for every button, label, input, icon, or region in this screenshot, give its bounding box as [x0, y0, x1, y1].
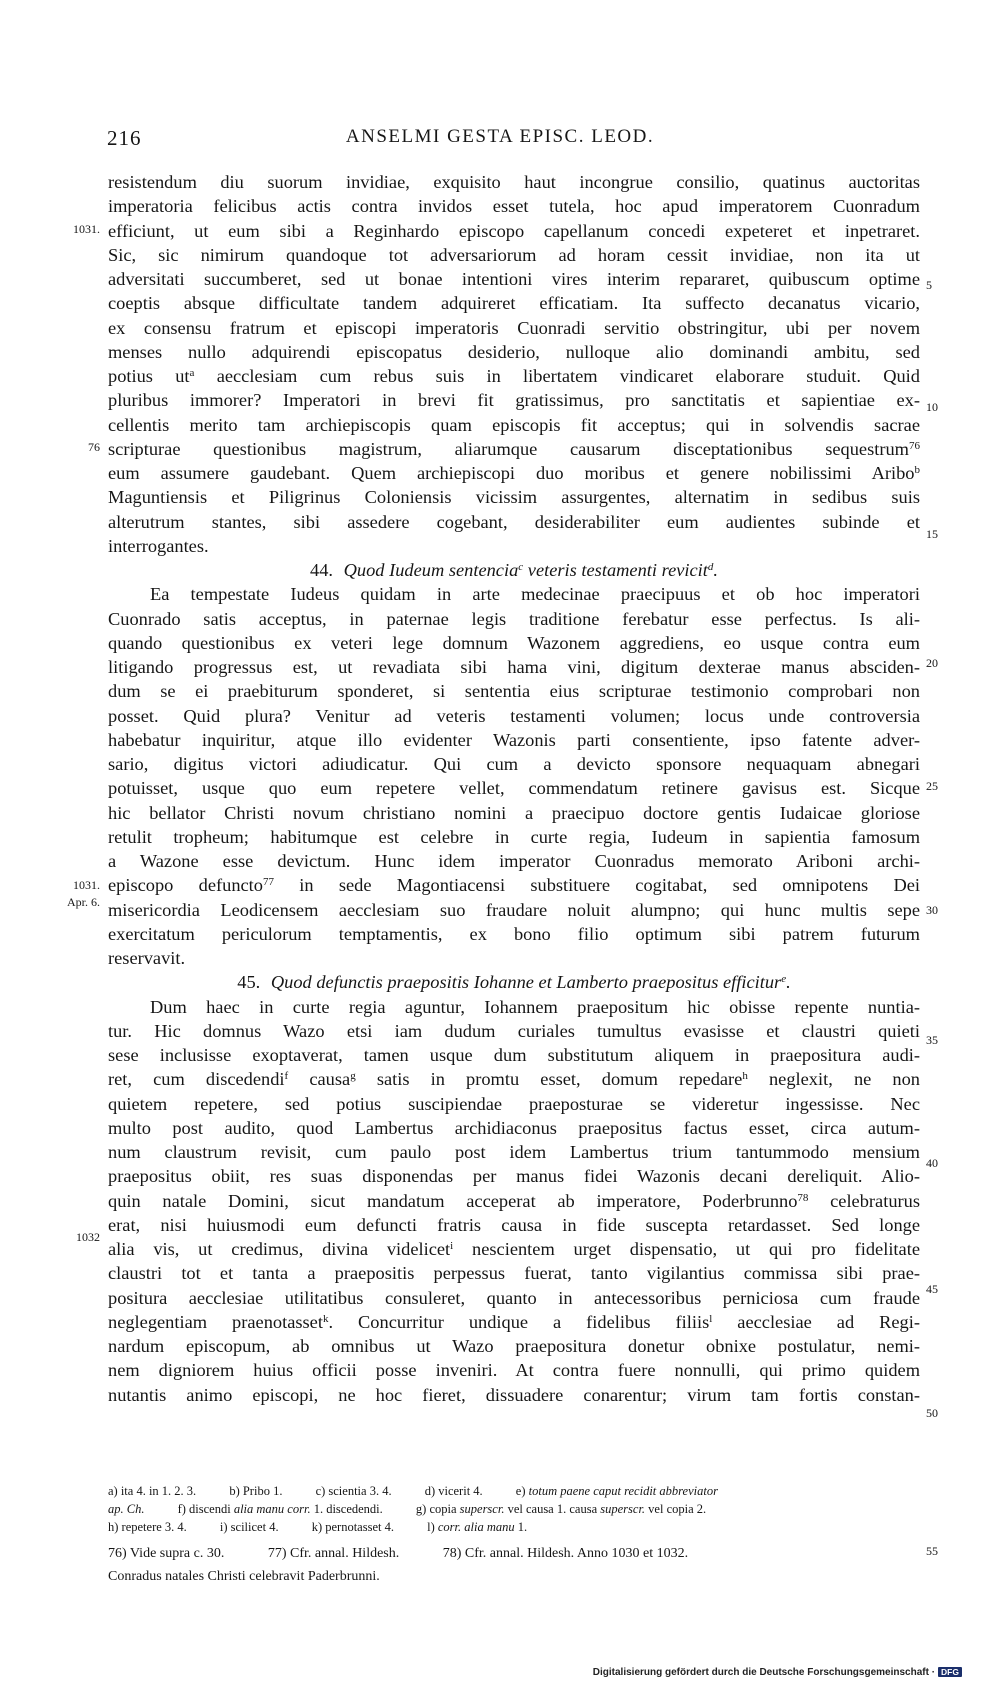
line-number: 40	[926, 1156, 938, 1170]
margin-date: 1032	[76, 1230, 100, 1244]
text-line: multo post audito, quod Lambertus archidiaconus praepositus factus esset, circa autum-	[108, 1117, 920, 1138]
text-line: erat, nisi huiusmodi eum defuncti fratris causa in fide suscepta retardasset. Sed longe	[108, 1214, 920, 1235]
text-line: exercitatum periculorum temptamentis, ex bono filio optimum sibi patrem futurum	[108, 923, 920, 944]
text-segment: Concurritur undique a fidelibus filiis	[358, 1311, 710, 1332]
line-number: 25	[926, 779, 938, 793]
text-line: resistendum diu suorum invidiae, exquisito haut incongrue consilio, quatinus auctoritas	[108, 172, 920, 192]
text-line: ex consensu fratrum et episcopi imperatoris Cuonradi servitio obstringitur, ubi per novem	[108, 317, 920, 338]
text-line: imperatoria felicibus actis contra invidos esset tutela, hoc apud imperatorem Cuonradum	[108, 196, 920, 217]
footnote-marker: h	[742, 1070, 748, 1083]
footnote-marker: a	[189, 367, 195, 379]
text-line: retulit tropheum; habitumque est celebre in curte regia, Iudeum in sapientia famosum	[108, 826, 920, 847]
text-segment: alia vis, ut credimus, divina videlicet	[108, 1239, 451, 1259]
footnote-line	[108, 1500, 928, 1518]
note-marker: 78	[797, 1191, 809, 1204]
footnote: h) repetere 3. 4.	[108, 1520, 187, 1534]
footnote: b) Pribo 1.	[229, 1484, 283, 1498]
footnote: k) pernotasset 4.	[311, 1520, 394, 1534]
margin-date: 1031.	[73, 222, 100, 236]
text-segment: aecclesiae ad Regi-	[737, 1311, 920, 1332]
text-line: tur. Hic domnus Wazo etsi iam dudum curiales tumultus evasisse et claustri quieti	[108, 1020, 920, 1041]
text-line: misericordia Leodicensem aecclesiam suo fraudare noluit alumpno; qui hunc multis sepe	[108, 899, 920, 920]
footnote: f) discendi	[177, 1502, 231, 1516]
text-line: hic bellator Christi novum christiano nomini a praecipuo doctore gentis Iudaicae gloriose	[108, 802, 920, 823]
text-line: coeptis absque difficultate tandem adquireret efficatiam. Ita suffecto decanatus vicario,	[108, 293, 920, 314]
footnote: vel copia 2.	[648, 1502, 707, 1516]
line-number: 50	[926, 1406, 938, 1420]
note: 77) Cfr. annal. Hildesh.	[267, 1546, 400, 1561]
text-line: quando questionibus ex veteri lege domnum Wazonem aggrediens, eo usque contra eum	[108, 632, 920, 653]
note-line: Conradus natales Christi celebravit Paderbrunni.	[108, 1569, 380, 1584]
text-line: num claustrum revisit, cum paulo post idem Lambertus trium tantummodo mensium	[108, 1142, 920, 1162]
footnote-italic: alia manu corr.	[233, 1502, 311, 1516]
line-number: 10	[926, 400, 938, 414]
text-line	[108, 437, 920, 461]
footnote-marker: c	[518, 561, 524, 573]
text-line: habebatur inquiritur, atque illo evidenter Wazonis parti consentiente, ipso fatente adver-	[108, 729, 920, 750]
running-title: ANSELMI GESTA EPISC. LEOD.	[345, 126, 655, 147]
footnote-italic: totum paene caput recidit abbreviator	[528, 1484, 718, 1498]
text-line	[108, 873, 920, 897]
text-line	[108, 1067, 920, 1091]
text-line: a Wazone esse devictum. Hunc idem imperator Cuonradus memorato Ariboni archi-	[108, 851, 920, 871]
text-line	[108, 364, 920, 388]
chapter-heading-44	[108, 558, 920, 582]
text-line: Ea tempestate Iudeus quidam in arte medecinae praecipuus et ob hoc imperatori	[150, 584, 920, 605]
text-line	[108, 1237, 920, 1261]
title-segment: Quod Iudeum sentencia	[343, 560, 519, 580]
chapter-number: 44.	[310, 560, 333, 580]
text-line: efficiunt, ut eum sibi a Reginhardo episcopo capellanum concedi expeteret et inpetraret.	[108, 220, 920, 241]
line-number: 55	[926, 1544, 938, 1558]
title-segment: Quod defunctis praepositis Iohanne et Lamberto praepositus efficitur	[270, 972, 782, 993]
text-line	[108, 461, 920, 485]
text-line: sese inclusisse exoptaverat, tamen usque dum substitutum aliquem in praepositura audi-	[108, 1045, 920, 1065]
footnote-marker: l	[709, 1312, 713, 1325]
margin-date: Apr. 6.	[67, 895, 100, 909]
margin-date: 1031.	[73, 878, 100, 892]
text-segment: scripturae questionibus magistrum, aliarumque causarum disceptationibus sequestrum	[108, 438, 909, 459]
footnote: e)	[515, 1484, 526, 1498]
text-line: nutantis animo episcopi, ne hoc fieret, dissuadere conarentur; virum tam fortis constan-	[108, 1384, 920, 1405]
dfg-logo: DFG	[938, 1667, 962, 1677]
line-number: 15	[926, 527, 938, 541]
text-line: reservavit.	[108, 948, 186, 968]
footnote-marker: i	[450, 1240, 454, 1252]
text-line: Cuonrado satis acceptus, in paternae legis traditione ferebatur esse perfectus. Is ali-	[108, 608, 920, 629]
text-line: dum se ei praebiturum sponderet, si sententia eius scripturae testimonio comprobari non	[108, 681, 920, 702]
note-marker: 77	[263, 876, 274, 889]
footnote-italic: superscr.	[600, 1502, 646, 1516]
note-line	[108, 1542, 928, 1565]
footnote-marker: e	[781, 973, 787, 986]
text-segment: quin natale Domini, sicut mandatum acceperat ab imperatore, Poderbrunno	[108, 1190, 798, 1211]
critical-apparatus	[108, 1482, 928, 1536]
text-line: cellentis merito tam archiepiscopis quam episcopis fit acceptus; qui in solvendis sacrae	[108, 414, 920, 435]
line-number: 45	[926, 1282, 938, 1296]
editorial-notes	[108, 1542, 928, 1588]
chapter-number: 45.	[237, 972, 261, 993]
footnote-line	[108, 1518, 928, 1536]
text-line: pluribus immorer? Imperatori in brevi fit gratissimus, pro sanctitatis et sapientiae ex-	[108, 390, 920, 411]
text-segment: neglegentiam praenotasset	[108, 1311, 323, 1332]
text-segment: neglexit, ne non	[768, 1069, 920, 1090]
text-line: potuisset, usque quo eum repetere vellet, commendatum retinere gavisus est. Sicque	[108, 778, 920, 799]
footnote-italic: ap. Ch.	[108, 1502, 145, 1516]
note: 76) Vide supra c. 30.	[108, 1546, 225, 1561]
text-line: quietem repetere, sed potius suscipiendae praeposturae se videretur ingessisse. Nec	[108, 1093, 920, 1114]
text-line: Maguntiensis et Piligrinus Coloniensis vicissim assurgentes, alternatim in sedibus suis	[108, 487, 920, 508]
title-segment: veteris testamenti revicit	[527, 560, 708, 580]
footnote: vel causa 1. causa	[507, 1502, 598, 1516]
footnote-line	[108, 1482, 928, 1500]
text-line: interrogantes.	[108, 535, 209, 556]
running-header	[0, 126, 1000, 156]
text-line: Dum haec in curte regia aguntur, Iohannem praepositum hic obisse repente nuntia-	[150, 996, 920, 1017]
text-line: nardum episcopum, ab omnibus ut Wazo praepositura donetur obnixe postulatur, nemi-	[108, 1336, 920, 1356]
text-segment: causa	[309, 1069, 351, 1090]
footnote-italic: corr. alia manu	[437, 1520, 515, 1534]
line-number: 20	[926, 656, 938, 670]
text-line	[108, 1189, 920, 1213]
text-line: alterutrum stantes, sibi assedere cogebant, desiderabiliter eum audientes subinde et	[108, 511, 920, 532]
footnote: d) vicerit 4.	[424, 1484, 483, 1498]
text-segment: aecclesiam cum rebus suis in libertatem vindicaret elaborare studuit. Quid	[216, 366, 920, 386]
footnote-italic: superscr.	[459, 1502, 505, 1516]
text-segment: ret, cum discedendi	[108, 1069, 285, 1090]
line-number: 35	[926, 1033, 938, 1047]
footnote: a) ita 4. in 1. 2. 3.	[108, 1484, 197, 1498]
text-segment: in sede Magontiacensi substituere cogitabat, sed omnipotens Dei	[299, 875, 920, 896]
footnote-marker: f	[284, 1070, 289, 1083]
line-number: 30	[926, 903, 938, 917]
text-line: nem digniorem huius officii posse inveniri. At contra fuere nonnulli, qui primo quidem	[108, 1360, 920, 1381]
text-line: adversitati succumberet, sed ut bonae intentioni vires interim repararet, quibuscum optime	[108, 269, 920, 289]
text-line: claustri tot et tanta a praepositis perpessus fuerat, tanto vigilantius commissa sibi prae-	[108, 1263, 920, 1284]
chapter-title: Quod Iudeum sentencia$^c$ veteris testamenti revicit$^d$.	[343, 560, 718, 580]
text-line: neglegentiam praenotasset$^k$. Concurritur undique a fidelibus filiis$^l$ aecclesiae ad Regi-	[108, 1311, 920, 1332]
text-line: Sic, sic nimirum quandoque tot adversariorum ad horam cessit invidiae, non ita ut	[108, 244, 920, 265]
text-segment: eum assumere gaudebant. Quem archiepiscopi duo moribus et genere nobilissimi Aribo	[108, 463, 915, 483]
text-segment: nescientem urget dispensatio, ut qui pro fidelitate	[472, 1239, 920, 1259]
text-line: positura aecclesiae utilitatibus consuleret, quanto in antecessoribus perniciosa cum fraude	[108, 1287, 920, 1308]
footnote: 1. discedendi.	[313, 1502, 383, 1516]
footnote: i) scilicet 4.	[219, 1520, 279, 1534]
footnote: g) copia	[415, 1502, 457, 1516]
text-line: posset. Quid plura? Venitur ad veteris testamenti volumen; locus unde controversia	[108, 705, 920, 726]
text-segment: episcopo defuncto	[108, 875, 263, 896]
footnote-marker: k	[322, 1312, 329, 1325]
text-line: sario, digitus victori adiudicatur. Qui cum a devicto sponsore nequaquam abnegari	[108, 754, 920, 774]
footnote-marker: d	[707, 561, 714, 573]
note: 78) Cfr. annal. Hildesh. Anno 1030 et 1032.	[442, 1546, 689, 1561]
margin-note-ref: 76	[88, 440, 100, 454]
footnote-marker: b	[914, 464, 920, 476]
chapter-heading-45	[108, 970, 920, 994]
line-number: 5	[926, 278, 932, 292]
footnote: 1.	[517, 1520, 528, 1534]
main-text	[108, 170, 920, 1407]
text-segment: celebraturus	[830, 1190, 920, 1211]
text-segment: potius ut	[108, 366, 190, 386]
text-line: praepositus obiit, res suas disponendas per manus fidei Wazonis decani dereliquit. Alio-	[108, 1166, 920, 1187]
credit-text: Digitalisierung gefördert durch die Deutsche Forschungsgemeinschaft ·	[592, 1667, 936, 1678]
footnote-marker: g	[350, 1070, 356, 1083]
text-line: litigando progressus est, ut revadiata sibi hama vini, digitum dexterae manus absciden-	[108, 657, 920, 677]
page-number: 216	[107, 126, 142, 150]
note-marker: 76	[909, 439, 920, 452]
text-line: menses nullo adquirendi episcopatus desiderio, nulloque alio dominandi ambitu, sed	[108, 341, 920, 362]
footnote: l)	[427, 1520, 435, 1534]
chapter-title: Quod defunctis praepositis Iohanne et Lamberto praepositus efficitur$^e$.	[270, 972, 791, 993]
digitization-credit	[593, 1667, 962, 1678]
footnote: c) scientia 3. 4.	[315, 1484, 392, 1498]
text-segment: satis in promtu esset, domum repedare	[376, 1069, 743, 1090]
